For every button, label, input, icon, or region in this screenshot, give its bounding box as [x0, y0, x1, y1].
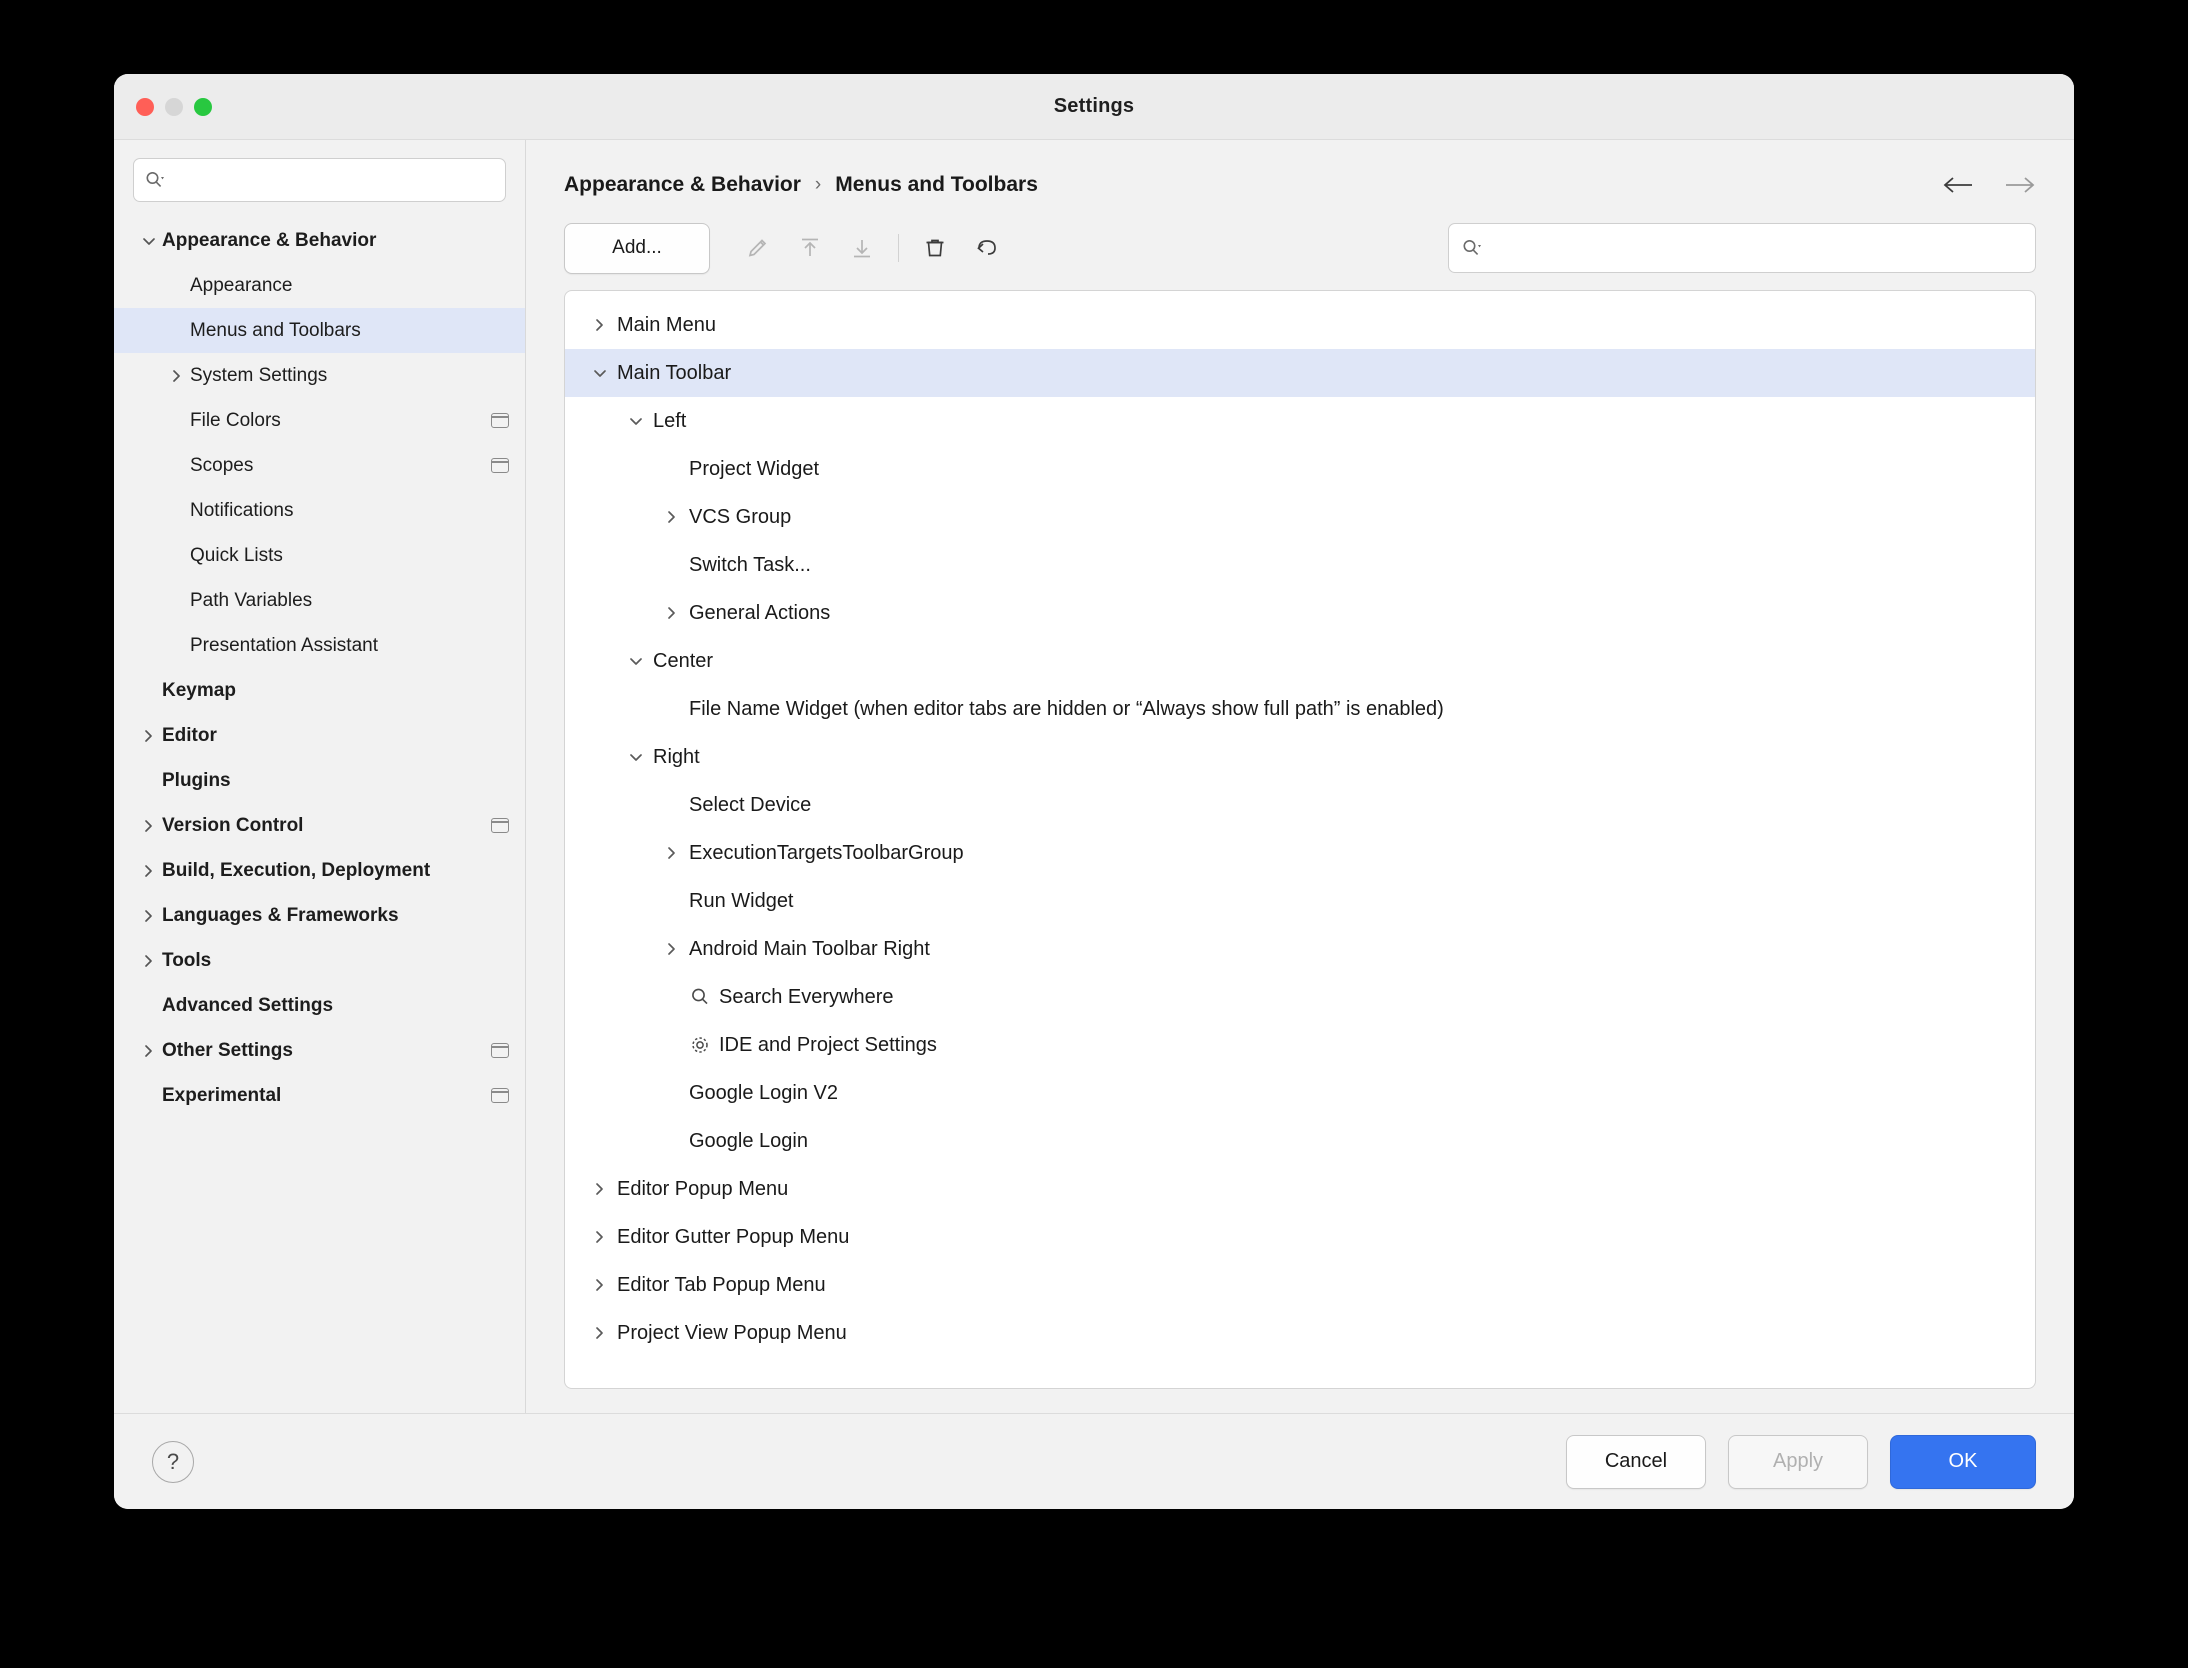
sidebar-item-label: Quick Lists [190, 544, 283, 566]
tree-row[interactable] [565, 397, 2035, 445]
tree-row-label: Main Menu [617, 313, 716, 336]
sidebar-item-keymap[interactable] [114, 668, 525, 713]
sidebar-item-label: Presentation Assistant [190, 634, 378, 656]
tree-row[interactable] [565, 1069, 2035, 1117]
tree-row-label: Switch Task... [689, 553, 811, 576]
tree-row[interactable] [565, 733, 2035, 781]
chevron-right-icon[interactable] [583, 1181, 617, 1197]
sidebar-item-label: Keymap [162, 679, 236, 701]
chevron-right-icon[interactable] [136, 818, 162, 834]
move-up-icon[interactable] [784, 225, 836, 271]
dialog-actions [1566, 1435, 2036, 1489]
tree-row-label: VCS Group [689, 505, 792, 528]
window-title: Settings [1053, 95, 1135, 117]
tree-row[interactable] [565, 1309, 2035, 1357]
toolbar-divider [898, 234, 899, 262]
chevron-right-icon[interactable] [136, 1043, 162, 1059]
sidebar-item-other-settings[interactable] [114, 1028, 525, 1073]
chevron-right-icon[interactable] [583, 1325, 617, 1341]
tree-row[interactable] [565, 1117, 2035, 1165]
chevron-right-icon[interactable] [164, 368, 190, 384]
sidebar-item-system-settings[interactable] [114, 353, 525, 398]
sidebar-item-label: Scopes [190, 454, 254, 476]
tree-row-label: Right [653, 745, 700, 768]
toolbar-filter-input[interactable] [1487, 238, 2023, 258]
sidebar-item-label: Plugins [162, 769, 231, 791]
tree-row-label: Select Device [689, 793, 812, 816]
sidebar-item-label: Languages & Frameworks [162, 904, 399, 926]
ok-button[interactable]: OK [1890, 1435, 2036, 1489]
tree-row-label: Android Main Toolbar Right [689, 937, 930, 960]
close-window-button[interactable] [136, 98, 154, 116]
chevron-right-icon[interactable] [655, 605, 689, 621]
tree-row-label: IDE and Project Settings [719, 1033, 937, 1056]
sidebar-item-build-execution-deployment[interactable] [114, 848, 525, 893]
sidebar-item-languages-frameworks[interactable] [114, 893, 525, 938]
tree-row-label: Google Login V2 [689, 1081, 839, 1104]
tree-row[interactable] [565, 781, 2035, 829]
tree-row-label: Editor Tab Popup Menu [617, 1273, 826, 1296]
add-button[interactable]: Add... [564, 223, 710, 274]
delete-trash-icon[interactable] [909, 225, 961, 271]
tree-row-label: Center [653, 649, 714, 672]
tree-row-label: Google Login [689, 1129, 808, 1152]
sidebar-item-advanced-settings[interactable] [114, 983, 525, 1028]
chevron-right-icon[interactable] [136, 908, 162, 924]
toolbar-tree-panel [564, 290, 2036, 1389]
chevron-right-icon[interactable] [583, 1277, 617, 1293]
window-controls [136, 98, 212, 116]
tree-row-label: General Actions [689, 601, 831, 624]
breadcrumb [564, 162, 2036, 208]
tree-row-label: Editor Popup Menu [617, 1177, 789, 1200]
project-scope-badge-icon [491, 1088, 509, 1103]
tree-row-label: ExecutionTargetsToolbarGroup [689, 841, 964, 864]
sidebar-item-label: Editor [162, 724, 217, 746]
tree-row-label: Project View Popup Menu [617, 1321, 847, 1344]
chevron-down-icon[interactable] [583, 366, 617, 380]
sidebar-item-label: Notifications [190, 499, 294, 521]
sidebar-item-label: Experimental [162, 1084, 282, 1106]
tree-row[interactable] [565, 1165, 2035, 1213]
tree-row[interactable] [565, 877, 2035, 925]
toolbar-tree-list [565, 301, 2035, 1357]
toolbar-filter-box[interactable] [1448, 223, 2036, 273]
sidebar-item-label: File Colors [190, 409, 281, 431]
sidebar-item-path-variables[interactable] [114, 578, 525, 623]
tree-row[interactable] [565, 973, 2035, 1021]
tree-row[interactable] [565, 1261, 2035, 1309]
menus-toolbar-actions [564, 220, 2036, 276]
tree-row[interactable] [565, 445, 2035, 493]
sidebar-item-presentation-assistant[interactable] [114, 623, 525, 668]
window-titlebar [114, 74, 2074, 140]
chevron-right-icon[interactable] [136, 863, 162, 879]
settings-window [114, 74, 2074, 1509]
gear-icon [689, 1034, 719, 1056]
sidebar-item-label: Build, Execution, Deployment [162, 859, 431, 881]
sidebar-search-input[interactable] [170, 170, 495, 190]
tree-row[interactable] [565, 541, 2035, 589]
sidebar-item-label: System Settings [190, 364, 328, 386]
chevron-right-icon[interactable] [583, 1229, 617, 1245]
sidebar-item-label: Path Variables [190, 589, 313, 611]
move-down-icon[interactable] [836, 225, 888, 271]
help-button[interactable]: ? [152, 1441, 194, 1483]
project-scope-badge-icon [491, 1043, 509, 1058]
sidebar-item-version-control[interactable] [114, 803, 525, 848]
sidebar-item-plugins[interactable] [114, 758, 525, 803]
tree-row-label: Main Toolbar [617, 361, 732, 384]
sidebar-item-appearance[interactable] [114, 263, 525, 308]
sidebar-item-label: Tools [162, 949, 212, 971]
tree-row[interactable] [565, 829, 2035, 877]
edit-pencil-icon[interactable] [732, 225, 784, 271]
tree-row[interactable] [565, 589, 2035, 637]
toolbar-icon-group [732, 225, 1013, 271]
breadcrumb-current: Menus and Toolbars [835, 173, 1038, 196]
tree-row[interactable] [565, 925, 2035, 973]
breadcrumb-navigation [1942, 175, 2036, 195]
sidebar-item-file-colors[interactable] [114, 398, 525, 443]
tree-row-label: Project Widget [689, 457, 820, 480]
settings-main-panel [526, 140, 2074, 1413]
cancel-button[interactable]: Cancel [1566, 1435, 1706, 1489]
sidebar-item-quick-lists[interactable] [114, 533, 525, 578]
settings-sidebar [114, 140, 526, 1413]
forward-arrow-icon[interactable] [2002, 175, 2036, 195]
apply-button[interactable]: Apply [1728, 1435, 1868, 1489]
maximize-window-button[interactable] [194, 98, 212, 116]
back-arrow-icon[interactable] [1942, 175, 1976, 195]
chevron-right-icon[interactable] [655, 941, 689, 957]
tree-row-label: File Name Widget (when editor tabs are hidden or “Always show full path” is enabled) [689, 697, 1444, 720]
window-body [114, 140, 2074, 1413]
sidebar-item-label: Menus and Toolbars [190, 319, 361, 341]
tree-row[interactable] [565, 1021, 2035, 1069]
chevron-right-icon[interactable] [583, 317, 617, 333]
sidebar-item-label: Appearance & Behavior [162, 229, 377, 251]
tree-row[interactable] [565, 493, 2035, 541]
sidebar-item-notifications[interactable] [114, 488, 525, 533]
search-icon [689, 986, 719, 1008]
tree-row[interactable] [565, 685, 2035, 733]
breadcrumb-parent[interactable]: Appearance & Behavior [564, 173, 801, 196]
sidebar-item-label: Advanced Settings [162, 994, 334, 1016]
chevron-down-icon[interactable] [619, 750, 653, 764]
project-scope-badge-icon [491, 413, 509, 428]
dialog-footer [114, 1413, 2074, 1509]
sidebar-item-label: Other Settings [162, 1039, 293, 1061]
tree-row[interactable] [565, 1213, 2035, 1261]
chevron-down-icon[interactable] [619, 414, 653, 428]
sidebar-item-menus-and-toolbars[interactable] [114, 308, 525, 353]
sidebar-item-tools[interactable] [114, 938, 525, 983]
sidebar-item-label: Appearance [190, 274, 293, 296]
sidebar-item-scopes[interactable] [114, 443, 525, 488]
sidebar-item-experimental[interactable] [114, 1073, 525, 1118]
tree-row-label: Editor Gutter Popup Menu [617, 1225, 850, 1248]
chevron-right-icon[interactable] [136, 728, 162, 744]
chevron-down-icon[interactable] [619, 654, 653, 668]
tree-row-label: Left [653, 409, 687, 432]
sidebar-search-box[interactable] [133, 158, 506, 202]
project-scope-badge-icon [491, 818, 509, 833]
chevron-right-icon[interactable] [655, 845, 689, 861]
tree-row[interactable] [565, 349, 2035, 397]
sidebar-tree [114, 216, 525, 1413]
sidebar-search-wrapper [114, 158, 525, 216]
chevron-down-icon[interactable] [136, 234, 162, 248]
sidebar-item-label: Version Control [162, 814, 304, 836]
tree-row-label: Run Widget [689, 889, 794, 912]
sidebar-item-appearance-behavior[interactable] [114, 218, 525, 263]
tree-row[interactable] [565, 301, 2035, 349]
tree-row[interactable] [565, 637, 2035, 685]
search-icon [1461, 238, 1481, 258]
sidebar-item-editor[interactable] [114, 713, 525, 758]
project-scope-badge-icon [491, 458, 509, 473]
search-icon [144, 170, 164, 190]
restore-revert-icon[interactable] [961, 225, 1013, 271]
tree-row-label: Search Everywhere [719, 985, 894, 1008]
minimize-window-button[interactable] [165, 98, 183, 116]
breadcrumb-separator: › [814, 174, 822, 195]
chevron-right-icon[interactable] [655, 509, 689, 525]
chevron-right-icon[interactable] [136, 953, 162, 969]
